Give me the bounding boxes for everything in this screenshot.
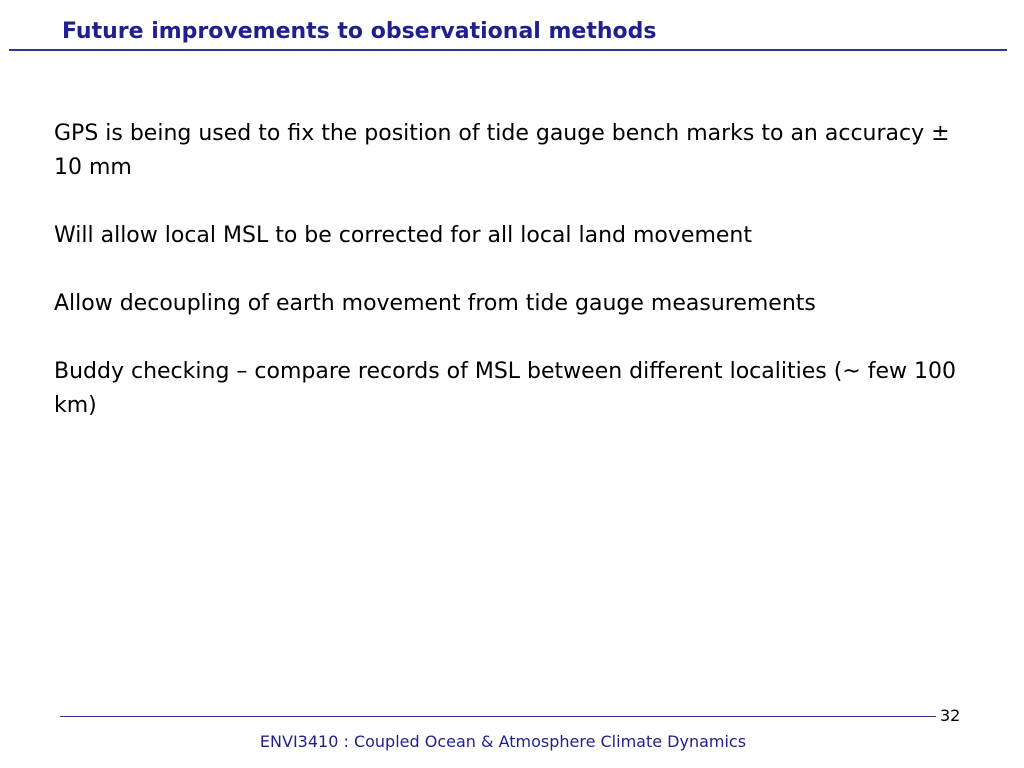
footer-course-title: ENVI3410 : Coupled Ocean & Atmosphere Climate Dynamics	[259, 732, 747, 751]
title-divider	[9, 49, 1007, 51]
paragraph-msl-correction: Will allow local MSL to be corrected for all local land movement	[54, 223, 752, 248]
paragraph-gps: GPS is being used to fix the position of tide gauge bench marks to an accuracy ± 10 mm	[54, 121, 950, 180]
slide-title: Future improvements to observational methods	[62, 19, 657, 44]
paragraph-decoupling: Allow decoupling of earth movement from tide gauge measurements	[54, 291, 816, 316]
slide-body	[54, 117, 974, 457]
footer-divider	[60, 716, 936, 717]
paragraph-buddy-checking: Buddy checking – compare records of MSL between different localities (~ few 100 km)	[54, 359, 956, 418]
page-number: 32	[940, 706, 961, 725]
